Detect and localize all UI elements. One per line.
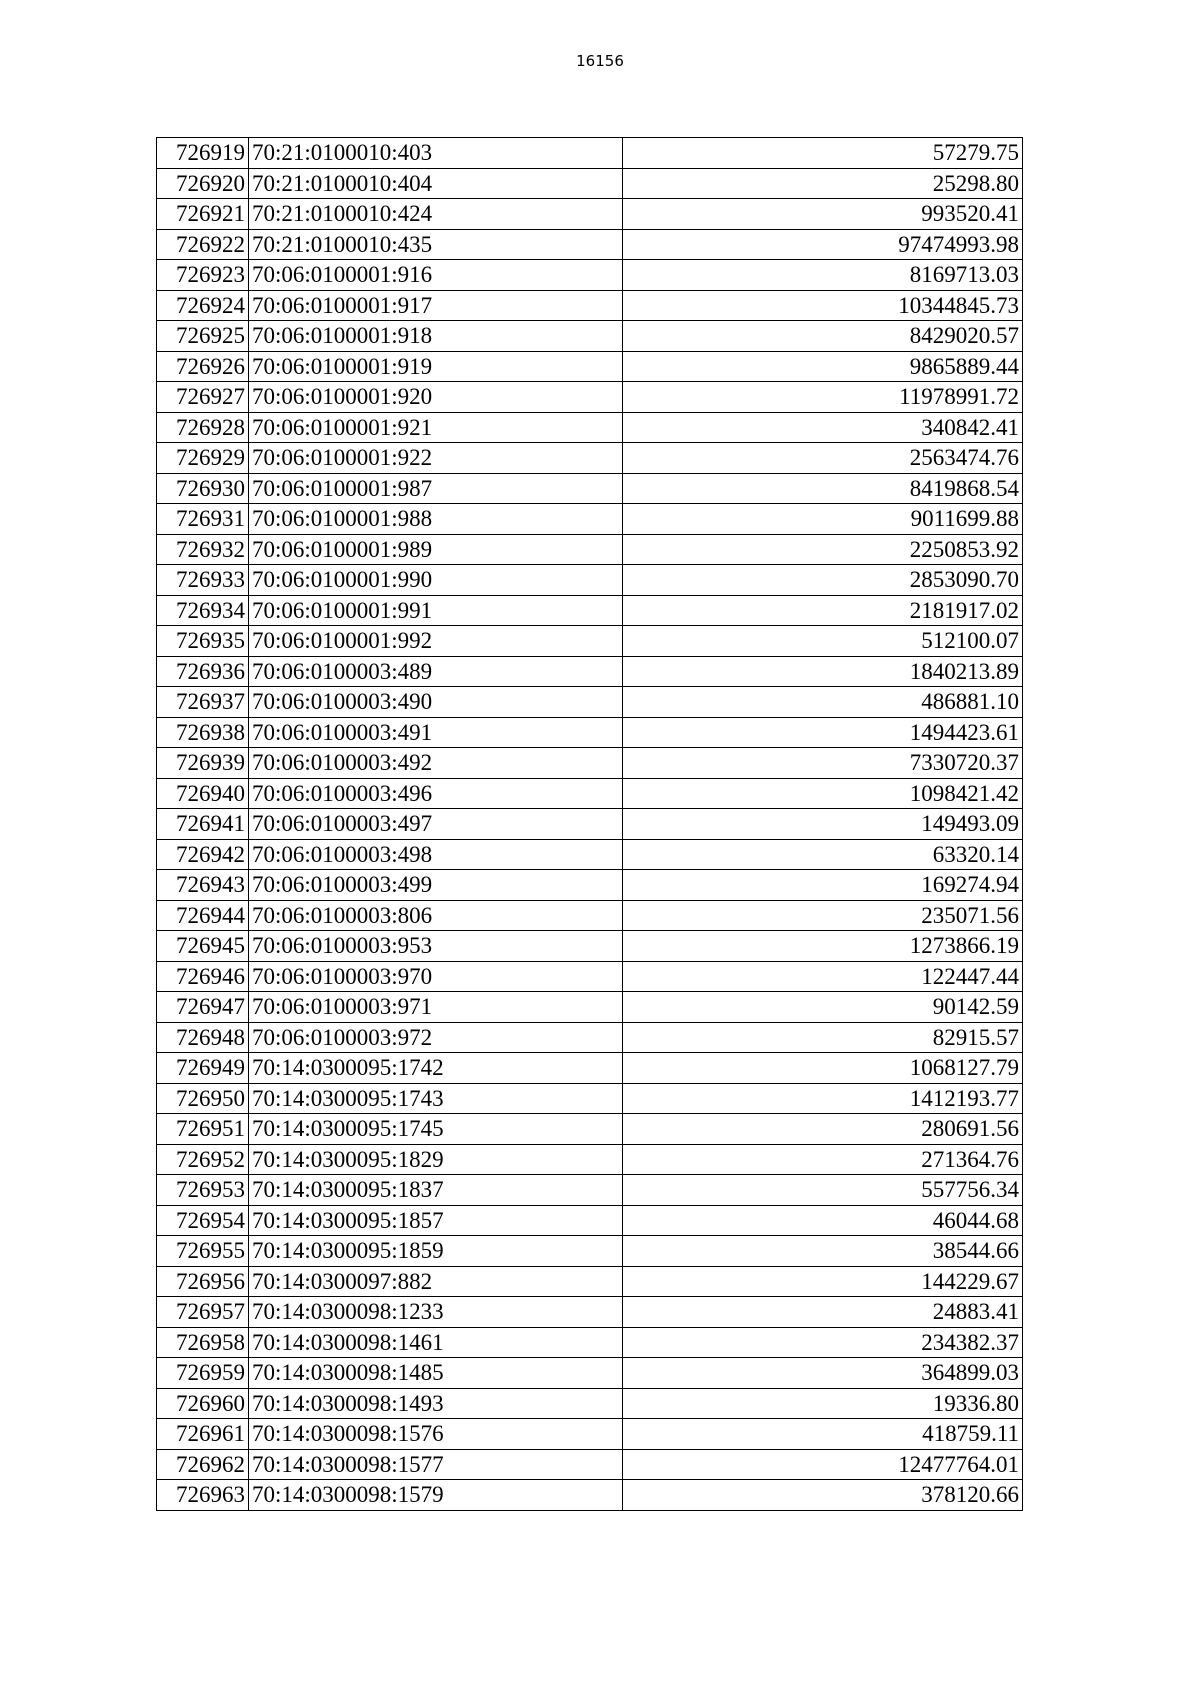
cadastral-number-cell: 70:06:0100001:921 [248, 412, 622, 443]
value-cell: 9011699.88 [622, 504, 1022, 535]
row-id-cell: 726961 [157, 1419, 249, 1450]
cadastral-number-cell: 70:06:0100003:491 [248, 717, 622, 748]
value-cell: 46044.68 [622, 1205, 1022, 1236]
row-id-cell: 726925 [157, 321, 249, 352]
table-row [157, 565, 1023, 596]
cadastral-number-cell: 70:06:0100001:990 [248, 565, 622, 596]
row-id-cell: 726958 [157, 1327, 249, 1358]
table-row [157, 961, 1023, 992]
table-row [157, 778, 1023, 809]
row-id-cell: 726935 [157, 626, 249, 657]
cadastral-number-cell: 70:14:0300095:1829 [248, 1144, 622, 1175]
cadastral-number-cell: 70:06:0100001:918 [248, 321, 622, 352]
row-id-cell: 726926 [157, 351, 249, 382]
table-row [157, 839, 1023, 870]
row-id-cell: 726930 [157, 473, 249, 504]
cadastral-number-cell: 70:21:0100010:424 [248, 199, 622, 230]
cadastral-number-cell: 70:06:0100003:492 [248, 748, 622, 779]
value-cell: 38544.66 [622, 1236, 1022, 1267]
row-id-cell: 726921 [157, 199, 249, 230]
value-cell: 97474993.98 [622, 229, 1022, 260]
value-cell: 144229.67 [622, 1266, 1022, 1297]
value-cell: 57279.75 [622, 138, 1022, 169]
value-cell: 149493.09 [622, 809, 1022, 840]
value-cell: 235071.56 [622, 900, 1022, 931]
value-cell: 993520.41 [622, 199, 1022, 230]
value-cell: 1098421.42 [622, 778, 1022, 809]
value-cell: 82915.57 [622, 1022, 1022, 1053]
table-row [157, 870, 1023, 901]
table-row [157, 1388, 1023, 1419]
cadastral-number-cell: 70:06:0100003:497 [248, 809, 622, 840]
cadastral-number-cell: 70:06:0100003:972 [248, 1022, 622, 1053]
table-row [157, 900, 1023, 931]
table-row [157, 1480, 1023, 1511]
row-id-cell: 726940 [157, 778, 249, 809]
value-cell: 1273866.19 [622, 931, 1022, 962]
cadastral-number-cell: 70:14:0300098:1579 [248, 1480, 622, 1511]
cadastral-number-cell: 70:14:0300098:1493 [248, 1388, 622, 1419]
value-cell: 1412193.77 [622, 1083, 1022, 1114]
row-id-cell: 726962 [157, 1449, 249, 1480]
table-row [157, 687, 1023, 718]
table-row [157, 1083, 1023, 1114]
value-cell: 280691.56 [622, 1114, 1022, 1145]
cadastral-number-cell: 70:14:0300095:1837 [248, 1175, 622, 1206]
value-cell: 557756.34 [622, 1175, 1022, 1206]
table-row [157, 1144, 1023, 1175]
value-cell: 11978991.72 [622, 382, 1022, 413]
table-row [157, 351, 1023, 382]
table-row [157, 1022, 1023, 1053]
row-id-cell: 726954 [157, 1205, 249, 1236]
cadastral-number-cell: 70:06:0100003:499 [248, 870, 622, 901]
value-cell: 2563474.76 [622, 443, 1022, 474]
value-cell: 364899.03 [622, 1358, 1022, 1389]
table-row [157, 1297, 1023, 1328]
row-id-cell: 726949 [157, 1053, 249, 1084]
row-id-cell: 726919 [157, 138, 249, 169]
row-id-cell: 726939 [157, 748, 249, 779]
cadastral-number-cell: 70:14:0300095:1857 [248, 1205, 622, 1236]
value-cell: 1068127.79 [622, 1053, 1022, 1084]
cadastral-number-cell: 70:06:0100003:806 [248, 900, 622, 931]
value-cell: 2250853.92 [622, 534, 1022, 565]
value-cell: 25298.80 [622, 168, 1022, 199]
row-id-cell: 726957 [157, 1297, 249, 1328]
value-cell: 418759.11 [622, 1419, 1022, 1450]
table-row [157, 443, 1023, 474]
cadastral-number-cell: 70:06:0100001:988 [248, 504, 622, 535]
value-cell: 512100.07 [622, 626, 1022, 657]
value-cell: 271364.76 [622, 1144, 1022, 1175]
table-row [157, 229, 1023, 260]
value-cell: 234382.37 [622, 1327, 1022, 1358]
row-id-cell: 726920 [157, 168, 249, 199]
value-cell: 8429020.57 [622, 321, 1022, 352]
row-id-cell: 726922 [157, 229, 249, 260]
cadastral-number-cell: 70:21:0100010:435 [248, 229, 622, 260]
table-row [157, 1053, 1023, 1084]
value-cell: 10344845.73 [622, 290, 1022, 321]
table-row [157, 1327, 1023, 1358]
cadastral-number-cell: 70:06:0100001:987 [248, 473, 622, 504]
row-id-cell: 726937 [157, 687, 249, 718]
cadastral-number-cell: 70:14:0300098:1485 [248, 1358, 622, 1389]
cadastral-number-cell: 70:14:0300095:1859 [248, 1236, 622, 1267]
table-row [157, 534, 1023, 565]
row-id-cell: 726947 [157, 992, 249, 1023]
row-id-cell: 726941 [157, 809, 249, 840]
cadastral-number-cell: 70:14:0300098:1577 [248, 1449, 622, 1480]
table-row [157, 1266, 1023, 1297]
cadastral-number-cell: 70:06:0100001:991 [248, 595, 622, 626]
table-row [157, 1114, 1023, 1145]
cadastral-number-cell: 70:06:0100003:971 [248, 992, 622, 1023]
row-id-cell: 726952 [157, 1144, 249, 1175]
cadastral-number-cell: 70:06:0100001:919 [248, 351, 622, 382]
cadastral-number-cell: 70:14:0300098:1233 [248, 1297, 622, 1328]
cadastral-number-cell: 70:06:0100003:490 [248, 687, 622, 718]
table-row [157, 199, 1023, 230]
value-cell: 378120.66 [622, 1480, 1022, 1511]
row-id-cell: 726963 [157, 1480, 249, 1511]
row-id-cell: 726942 [157, 839, 249, 870]
row-id-cell: 726951 [157, 1114, 249, 1145]
value-cell: 2853090.70 [622, 565, 1022, 596]
cadastral-number-cell: 70:06:0100001:922 [248, 443, 622, 474]
table-row [157, 168, 1023, 199]
row-id-cell: 726924 [157, 290, 249, 321]
row-id-cell: 726929 [157, 443, 249, 474]
table-row [157, 260, 1023, 291]
value-cell: 486881.10 [622, 687, 1022, 718]
row-id-cell: 726932 [157, 534, 249, 565]
cadastral-number-cell: 70:06:0100003:496 [248, 778, 622, 809]
table-row [157, 382, 1023, 413]
table-row [157, 717, 1023, 748]
cadastral-number-cell: 70:21:0100010:404 [248, 168, 622, 199]
table-row [157, 1419, 1023, 1450]
row-id-cell: 726959 [157, 1358, 249, 1389]
cadastral-number-cell: 70:06:0100001:916 [248, 260, 622, 291]
row-id-cell: 726933 [157, 565, 249, 596]
cadastral-number-cell: 70:06:0100003:489 [248, 656, 622, 687]
row-id-cell: 726943 [157, 870, 249, 901]
value-cell: 122447.44 [622, 961, 1022, 992]
row-id-cell: 726955 [157, 1236, 249, 1267]
cadastral-number-cell: 70:06:0100003:498 [248, 839, 622, 870]
table-row [157, 656, 1023, 687]
cadastral-number-cell: 70:14:0300098:1461 [248, 1327, 622, 1358]
value-cell: 7330720.37 [622, 748, 1022, 779]
row-id-cell: 726950 [157, 1083, 249, 1114]
row-id-cell: 726923 [157, 260, 249, 291]
cadastral-number-cell: 70:14:0300095:1745 [248, 1114, 622, 1145]
value-cell: 169274.94 [622, 870, 1022, 901]
row-id-cell: 726956 [157, 1266, 249, 1297]
cadastral-value-table [156, 137, 1023, 1511]
table-row [157, 992, 1023, 1023]
value-cell: 8169713.03 [622, 260, 1022, 291]
row-id-cell: 726936 [157, 656, 249, 687]
table-row [157, 931, 1023, 962]
row-id-cell: 726931 [157, 504, 249, 535]
cadastral-number-cell: 70:06:0100003:970 [248, 961, 622, 992]
table-row [157, 1236, 1023, 1267]
value-cell: 12477764.01 [622, 1449, 1022, 1480]
table-row [157, 1175, 1023, 1206]
value-cell: 63320.14 [622, 839, 1022, 870]
table-row [157, 595, 1023, 626]
row-id-cell: 726928 [157, 412, 249, 443]
row-id-cell: 726944 [157, 900, 249, 931]
value-cell: 9865889.44 [622, 351, 1022, 382]
cadastral-number-cell: 70:21:0100010:403 [248, 138, 622, 169]
row-id-cell: 726946 [157, 961, 249, 992]
row-id-cell: 726927 [157, 382, 249, 413]
table-row [157, 626, 1023, 657]
cadastral-number-cell: 70:06:0100003:953 [248, 931, 622, 962]
table-row [157, 321, 1023, 352]
cadastral-number-cell: 70:14:0300095:1743 [248, 1083, 622, 1114]
cadastral-number-cell: 70:06:0100001:920 [248, 382, 622, 413]
cadastral-number-cell: 70:14:0300095:1742 [248, 1053, 622, 1084]
row-id-cell: 726953 [157, 1175, 249, 1206]
table-row [157, 1449, 1023, 1480]
row-id-cell: 726960 [157, 1388, 249, 1419]
value-cell: 340842.41 [622, 412, 1022, 443]
table-row [157, 1358, 1023, 1389]
table-row [157, 504, 1023, 535]
page-number: 16156 [576, 52, 624, 70]
table-row [157, 809, 1023, 840]
table-row [157, 1205, 1023, 1236]
value-cell: 1840213.89 [622, 656, 1022, 687]
row-id-cell: 726938 [157, 717, 249, 748]
table-row [157, 473, 1023, 504]
table-body [157, 138, 1023, 1511]
cadastral-number-cell: 70:06:0100001:989 [248, 534, 622, 565]
value-cell: 19336.80 [622, 1388, 1022, 1419]
table-row [157, 412, 1023, 443]
table-row [157, 290, 1023, 321]
row-id-cell: 726948 [157, 1022, 249, 1053]
value-cell: 24883.41 [622, 1297, 1022, 1328]
table-row [157, 138, 1023, 169]
value-cell: 1494423.61 [622, 717, 1022, 748]
row-id-cell: 726934 [157, 595, 249, 626]
cadastral-number-cell: 70:14:0300098:1576 [248, 1419, 622, 1450]
row-id-cell: 726945 [157, 931, 249, 962]
value-cell: 90142.59 [622, 992, 1022, 1023]
value-cell: 8419868.54 [622, 473, 1022, 504]
cadastral-number-cell: 70:06:0100001:992 [248, 626, 622, 657]
table-row [157, 748, 1023, 779]
cadastral-number-cell: 70:06:0100001:917 [248, 290, 622, 321]
cadastral-number-cell: 70:14:0300097:882 [248, 1266, 622, 1297]
value-cell: 2181917.02 [622, 595, 1022, 626]
